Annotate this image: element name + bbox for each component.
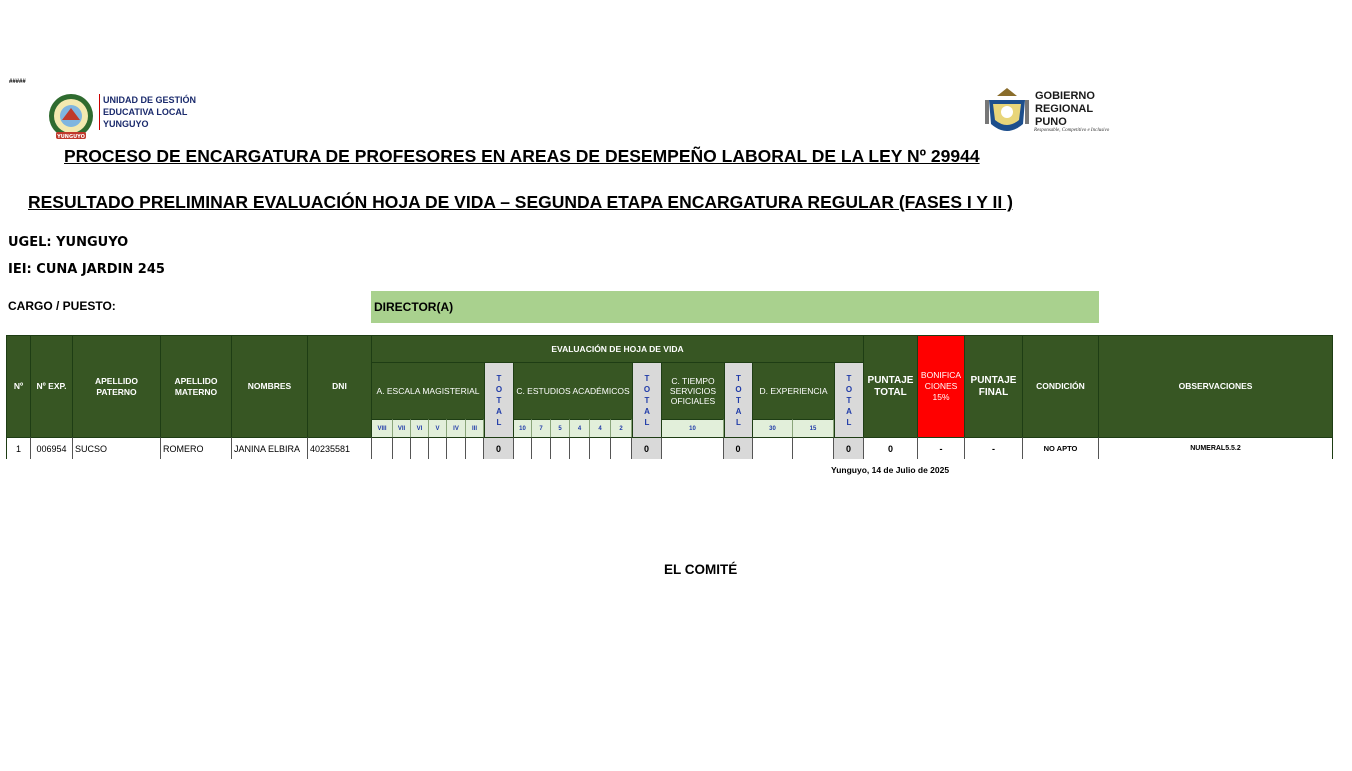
ugel-logo-text <box>99 94 196 130</box>
cell-nombres: JANINA ELBIRA <box>232 437 308 459</box>
total-letter: A <box>496 406 502 416</box>
experiencia-point: 15 <box>793 419 834 437</box>
total-letter: L <box>846 417 852 427</box>
ugel-logo-line: YUNGUYO <box>103 119 149 129</box>
total-letter: T <box>846 373 852 383</box>
estudios-point: 7 <box>532 419 551 437</box>
total-letter: T <box>496 373 502 383</box>
header-nombres: NOMBRES <box>232 336 308 437</box>
total-tiempo-header <box>724 363 753 437</box>
hash-mark: ##### <box>9 79 26 85</box>
header-puntaje-final: PUNTAJE FINAL <box>965 336 1023 437</box>
cell-estudios <box>590 437 611 459</box>
header-apellido-materno: APELLIDO MATERNO <box>161 336 232 437</box>
cell-tiempo <box>662 437 724 459</box>
header-tiempo: C. TIEMPO SERVICIOS OFICIALES <box>662 363 724 419</box>
cell-estudios <box>551 437 570 459</box>
cell-apellido-materno: ROMERO <box>161 437 232 459</box>
cell-total-escala: 0 <box>484 437 514 459</box>
cell-escala <box>393 437 411 459</box>
total-letter: L <box>736 417 741 427</box>
cell-escala <box>372 437 393 459</box>
header-dni: DNI <box>308 336 372 437</box>
escala-level: VI <box>411 419 429 437</box>
cell-puntaje-final: - <box>965 437 1023 459</box>
total-letter: T <box>736 373 741 383</box>
total-experiencia-header <box>834 363 864 437</box>
header-observaciones: OBSERVACIONES <box>1099 336 1332 437</box>
cell-experiencia <box>793 437 834 459</box>
cell-escala <box>411 437 429 459</box>
cell-observaciones: NUMERAL5.5.2 <box>1099 437 1332 459</box>
total-letter: A <box>846 406 852 416</box>
escala-level: III <box>466 419 484 437</box>
total-estudios-header <box>632 363 662 437</box>
cell-estudios <box>514 437 532 459</box>
header-n-exp: Nº EXP. <box>31 336 73 437</box>
total-letter: O <box>643 384 651 394</box>
header-escala: A. ESCALA MAGISTERIAL <box>372 363 484 419</box>
experiencia-point: 30 <box>753 419 793 437</box>
cargo-label: CARGO / PUESTO: <box>8 299 116 313</box>
header-n: Nº <box>7 336 31 437</box>
main-title: PROCESO DE ENCARGATURA DE PROFESORES EN AREAS DE DESEMPEÑO LABORAL DE LA LEY Nº 29944 <box>64 146 980 166</box>
gobierno-logo-line: REGIONAL <box>1035 103 1094 115</box>
gobierno-logo-line: PUNO <box>1035 116 1067 128</box>
document-date: Yunguyo, 14 de Julio de 2025 <box>831 465 950 475</box>
escala-level: VIII <box>372 419 393 437</box>
committee-label: EL COMITÉ <box>664 562 738 577</box>
header-bonificaciones: BONIFICA CIONES 15% <box>918 336 965 437</box>
sub-title: RESULTADO PRELIMINAR EVALUACIÓN HOJA DE VIDA – SEGUNDA ETAPA ENCARGATURA REGULAR (FASES I Y II ) <box>28 192 1013 212</box>
cell-condicion: NO APTO <box>1023 437 1099 459</box>
header-experiencia: D. EXPERIENCIA <box>753 363 834 419</box>
total-letter: L <box>496 417 502 427</box>
total-escala-header <box>484 363 514 437</box>
header-condicion: CONDICIÓN <box>1023 336 1099 437</box>
cell-n: 1 <box>7 437 31 459</box>
escala-level: V <box>429 419 447 437</box>
escala-level: IV <box>447 419 466 437</box>
total-letter: O <box>845 384 853 394</box>
cell-total-tiempo: 0 <box>724 437 753 459</box>
total-letter: O <box>735 384 742 394</box>
total-letter: T <box>496 395 502 405</box>
estudios-point: 2 <box>611 419 632 437</box>
gobierno-regional-logo-icon <box>983 86 1031 138</box>
results-table <box>6 335 1333 459</box>
gobierno-logo-line: GOBIERNO <box>1035 90 1095 102</box>
cell-puntaje-total: 0 <box>864 437 918 459</box>
total-letter: L <box>644 417 650 427</box>
total-letter: T <box>644 373 650 383</box>
cargo-value: DIRECTOR(A) <box>371 291 1099 323</box>
escala-level: VII <box>393 419 411 437</box>
header-apellido-paterno: APELLIDO PATERNO <box>73 336 161 437</box>
estudios-point: 5 <box>551 419 570 437</box>
tiempo-point: 10 <box>662 419 724 437</box>
header-puntaje-total: PUNTAJE TOTAL <box>864 336 918 437</box>
cell-n-exp: 006954 <box>31 437 73 459</box>
estudios-point: 4 <box>590 419 611 437</box>
cell-escala <box>429 437 447 459</box>
total-letter: A <box>735 406 742 416</box>
estudios-point: 10 <box>514 419 532 437</box>
iei-label: IEI: CUNA JARDIN 245 <box>8 262 165 277</box>
ugel-logo-icon <box>46 92 96 142</box>
ugel-logo-line: EDUCATIVA LOCAL <box>103 107 188 117</box>
cell-total-experiencia: 0 <box>834 437 864 459</box>
cell-escala <box>466 437 484 459</box>
gobierno-slogan: Responsable, Competitivo e Inclusivo <box>1034 128 1110 133</box>
cell-escala <box>447 437 466 459</box>
ugel-badge: YUNGUYO <box>57 134 85 140</box>
header-estudios: C. ESTUDIOS ACADÉMICOS <box>514 363 632 419</box>
cell-bonificaciones: - <box>918 437 965 459</box>
ugel-label: UGEL: YUNGUYO <box>8 235 129 250</box>
cell-estudios <box>570 437 590 459</box>
cell-estudios <box>611 437 632 459</box>
ugel-logo-line: UNIDAD DE GESTIÓN <box>103 95 197 105</box>
total-letter: T <box>846 395 852 405</box>
cell-estudios <box>532 437 551 459</box>
total-letter: T <box>736 395 741 405</box>
cell-dni: 40235581 <box>308 437 372 459</box>
cell-experiencia <box>753 437 793 459</box>
total-letter: A <box>644 406 650 416</box>
estudios-point: 4 <box>570 419 590 437</box>
total-letter: O <box>495 384 503 394</box>
header-evaluacion: EVALUACIÓN DE HOJA DE VIDA <box>372 336 864 363</box>
total-letter: T <box>644 395 650 405</box>
cell-total-estudios: 0 <box>632 437 662 459</box>
gobierno-logo-text <box>1035 90 1095 129</box>
cell-apellido-paterno: SUCSO <box>73 437 161 459</box>
